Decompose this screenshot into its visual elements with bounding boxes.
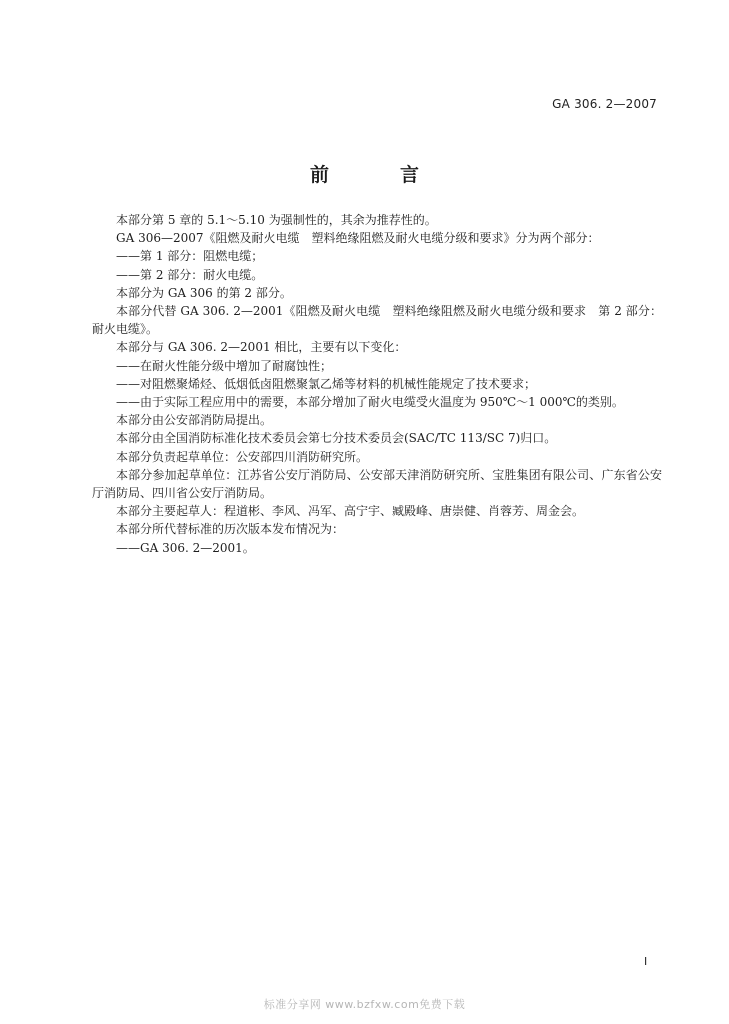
paragraph: 本部分由公安部消防局提出。 [116, 413, 273, 428]
paragraph: 本部分与 GA 306. 2—2001 相比，主要有以下变化： [116, 340, 407, 355]
paragraph: 本部分参加起草单位：江苏省公安厅消防局、公安部天津消防研究所、宝胜集团有限公司、广东省公安厅消防局、四川省公安厅消防局。 [92, 467, 662, 501]
paragraph: 本部分主要起草人：程道彬、李风、冯军、高宁宇、臧殿峰、唐崇健、肖蓉芳、周金会。 [116, 504, 585, 519]
watermark-text: 标准分享网 www.bzfxw.com免费下载 [263, 998, 466, 1011]
page-number: I [644, 955, 648, 968]
paragraph: 本部分负责起草单位：公安部四川消防研究所。 [116, 449, 369, 464]
paragraph: 本部分第 5 章的 5.1～5.10 为强制性的，其余为推荐性的。 [116, 213, 437, 227]
paragraph: 本部分代替 GA 306. 2—2001《阻燃及耐火电缆 塑料绝缘阻燃及耐火电缆分级和要求 第 2 部分：耐火电缆》。 [92, 304, 662, 337]
foreword-body [92, 211, 662, 557]
page-title: 前 言 [309, 164, 445, 186]
standard-code: GA 306. 2—2007 [552, 97, 657, 111]
paragraph: 本部分所代替标准的历次版本发布情况为： [116, 522, 345, 537]
paragraph: ——第 2 部分：耐火电缆。 [116, 267, 264, 282]
paragraph: 本部分由全国消防标准化技术委员会第七分技术委员会(SAC/TC 113/SC 7)归口。 [116, 431, 557, 446]
paragraph: GA 306—2007《阻燃及耐火电缆 塑料绝缘阻燃及耐火电缆分级和要求》分为两个部分： [116, 231, 600, 246]
paragraph: ——在耐火性能分级中增加了耐腐蚀性； [116, 358, 333, 373]
paragraph: ——第 1 部分：阻燃电缆； [116, 249, 264, 264]
paragraph: ——GA 306. 2—2001。 [116, 540, 255, 555]
paragraph: ——对阻燃聚烯烃、低烟低卤阻燃聚氯乙烯等材料的机械性能规定了技术要求； [116, 376, 537, 391]
paragraph: 本部分为 GA 306 的第 2 部分。 [116, 285, 292, 300]
paragraph: ——由于实际工程应用中的需要，本部分增加了耐火电缆受火温度为 950℃～1 000℃的类别。 [116, 395, 624, 410]
